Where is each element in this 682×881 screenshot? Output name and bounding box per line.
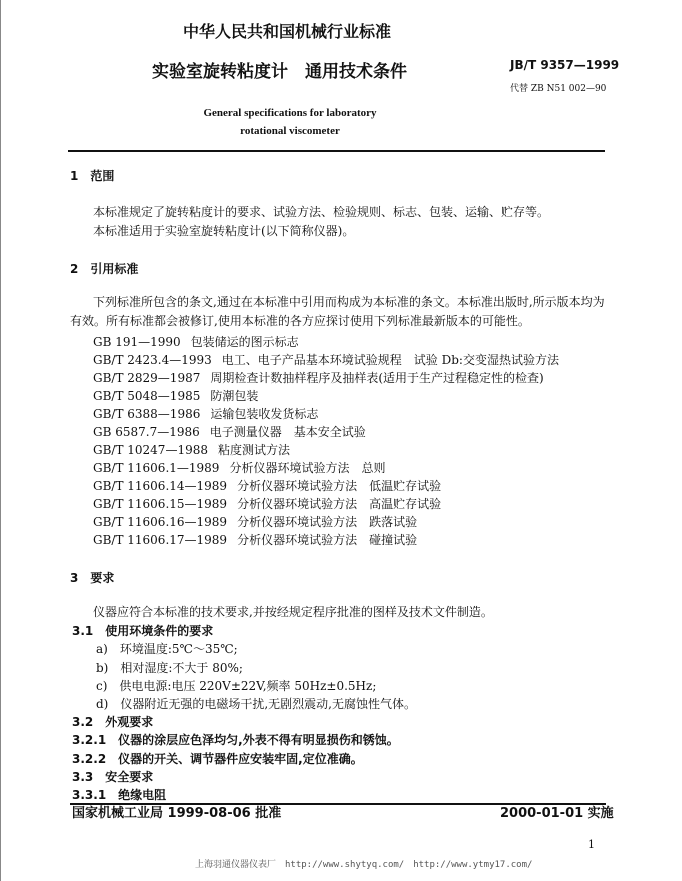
reference-item [93, 533, 417, 547]
section-3-p1: 仪器应符合本标准的技术要求,并按经规定程序批准的图样及技术文件制造。 [93, 605, 493, 619]
english-title-1: General specifications for laboratory [203, 107, 377, 119]
page-number: 1 [588, 838, 595, 851]
reference-title: 分析仪器环境试验方法 低温贮存试验 [237, 479, 442, 493]
section-3-2-1: 3.2.1 仪器的涂层应色泽均匀,外表不得有明显损伤和锈蚀。 [72, 733, 399, 747]
section-2-p1a: 下列标准所包含的条文,通过在本标准中引用而构成为本标准的条文。本标准出版时,所示版本均为 [93, 295, 605, 309]
section-1-heading: 1 范围 [70, 169, 115, 183]
item-b: b) 相对湿度:不大于 80%; [96, 661, 243, 675]
reference-item [93, 515, 417, 529]
section-3-2-2: 3.2.2 仪器的开关、调节器件应安装牢固,定位准确。 [72, 752, 363, 766]
section-3-2: 3.2 外观要求 [72, 715, 154, 729]
section-3-heading: 3 要求 [70, 571, 115, 585]
reference-item [93, 407, 318, 421]
header-rule [68, 150, 605, 152]
section-3-1: 3.1 使用环境条件的要求 [72, 624, 214, 638]
reference-code: GB/T 11606.15—1989 [93, 497, 228, 511]
std-number: JB/T 9357—1999 [510, 58, 620, 72]
reference-title: 周期检查计数抽样程序及抽样表(适用于生产过程稳定性的检查) [210, 371, 544, 385]
english-title-2: rotational viscometer [240, 125, 340, 137]
reference-item [93, 389, 258, 403]
reference-code: GB/T 11606.14—1989 [93, 479, 228, 493]
reference-item [93, 425, 366, 439]
reference-title: 分析仪器环境试验方法 高温贮存试验 [237, 497, 442, 511]
approval-date: 国家机械工业局 1999-08-06 批准 [72, 806, 282, 821]
reference-title: 包装储运的图示标志 [190, 335, 299, 349]
section-3-3-1: 3.3.1 绝缘电阻 [72, 788, 167, 802]
doc-title: 实验室旋转粘度计 通用技术条件 [152, 62, 407, 82]
reference-title: 运输包装收发货标志 [210, 407, 319, 421]
section-1-p1: 本标准规定了旋转粘度计的要求、试验方法、检验规则、标志、包装、运输、贮存等。 [93, 205, 550, 219]
reference-item [93, 479, 441, 493]
reference-title: 分析仪器环境试验方法 跌落试验 [237, 515, 418, 529]
reference-code: GB/T 6388—1986 [93, 407, 201, 421]
reference-item [93, 353, 559, 367]
reference-code: GB 191—1990 [93, 335, 181, 349]
org-title: 中华人民共和国机械行业标准 [182, 22, 391, 41]
reference-item [93, 371, 544, 385]
effective-date: 2000-01-01 实施 [500, 806, 614, 821]
reference-item [93, 335, 299, 349]
section-2-p1b: 有效。所有标准都会被修订,使用本标准的各方应探讨使用下列标准最新版本的可能性。 [70, 314, 530, 328]
section-3-3: 3.3 安全要求 [72, 770, 154, 784]
section-1-p2: 本标准适用于实验室旋转粘度计(以下简称仪器)。 [93, 224, 355, 238]
replaces-note: 代替 ZB N51 002—90 [510, 84, 607, 94]
reference-code: GB 6587.7—1986 [93, 425, 200, 439]
reference-code: GB/T 5048—1985 [93, 389, 201, 403]
reference-code: GB/T 2423.4—1993 [93, 353, 212, 367]
reference-item [93, 497, 441, 511]
reference-title: 电子测量仪器 基本安全试验 [209, 425, 366, 439]
section-2-heading: 2 引用标准 [70, 262, 139, 276]
watermark: 上海羽通仪器仪表厂 http://www.shytyq.com/ http://www.ytmy17.com/ [195, 860, 533, 870]
item-d: d) 仪器附近无强的电磁场干扰,无剧烈震动,无腐蚀性气体。 [96, 697, 416, 711]
footer-rule [70, 803, 606, 805]
reference-code: GB/T 10247—1988 [93, 443, 208, 457]
reference-code: GB/T 11606.17—1989 [93, 533, 228, 547]
page-border [0, 0, 1, 881]
reference-title: 分析仪器环境试验方法 总则 [229, 461, 386, 475]
item-a: a) 环境温度:5℃～35℃; [96, 642, 238, 656]
reference-code: GB/T 11606.16—1989 [93, 515, 228, 529]
reference-item [93, 443, 290, 457]
item-c: c) 供电电源:电压 220V±22V,频率 50Hz±0.5Hz; [96, 679, 377, 693]
reference-title: 粘度测试方法 [217, 443, 290, 457]
reference-code: GB/T 2829—1987 [93, 371, 201, 385]
reference-item [93, 461, 385, 475]
reference-code: GB/T 11606.1—1989 [93, 461, 220, 475]
reference-title: 电工、电子产品基本环境试验规程 试验 Db:交变湿热试验方法 [221, 353, 559, 367]
reference-title: 分析仪器环境试验方法 碰撞试验 [237, 533, 418, 547]
reference-title: 防潮包装 [210, 389, 259, 403]
